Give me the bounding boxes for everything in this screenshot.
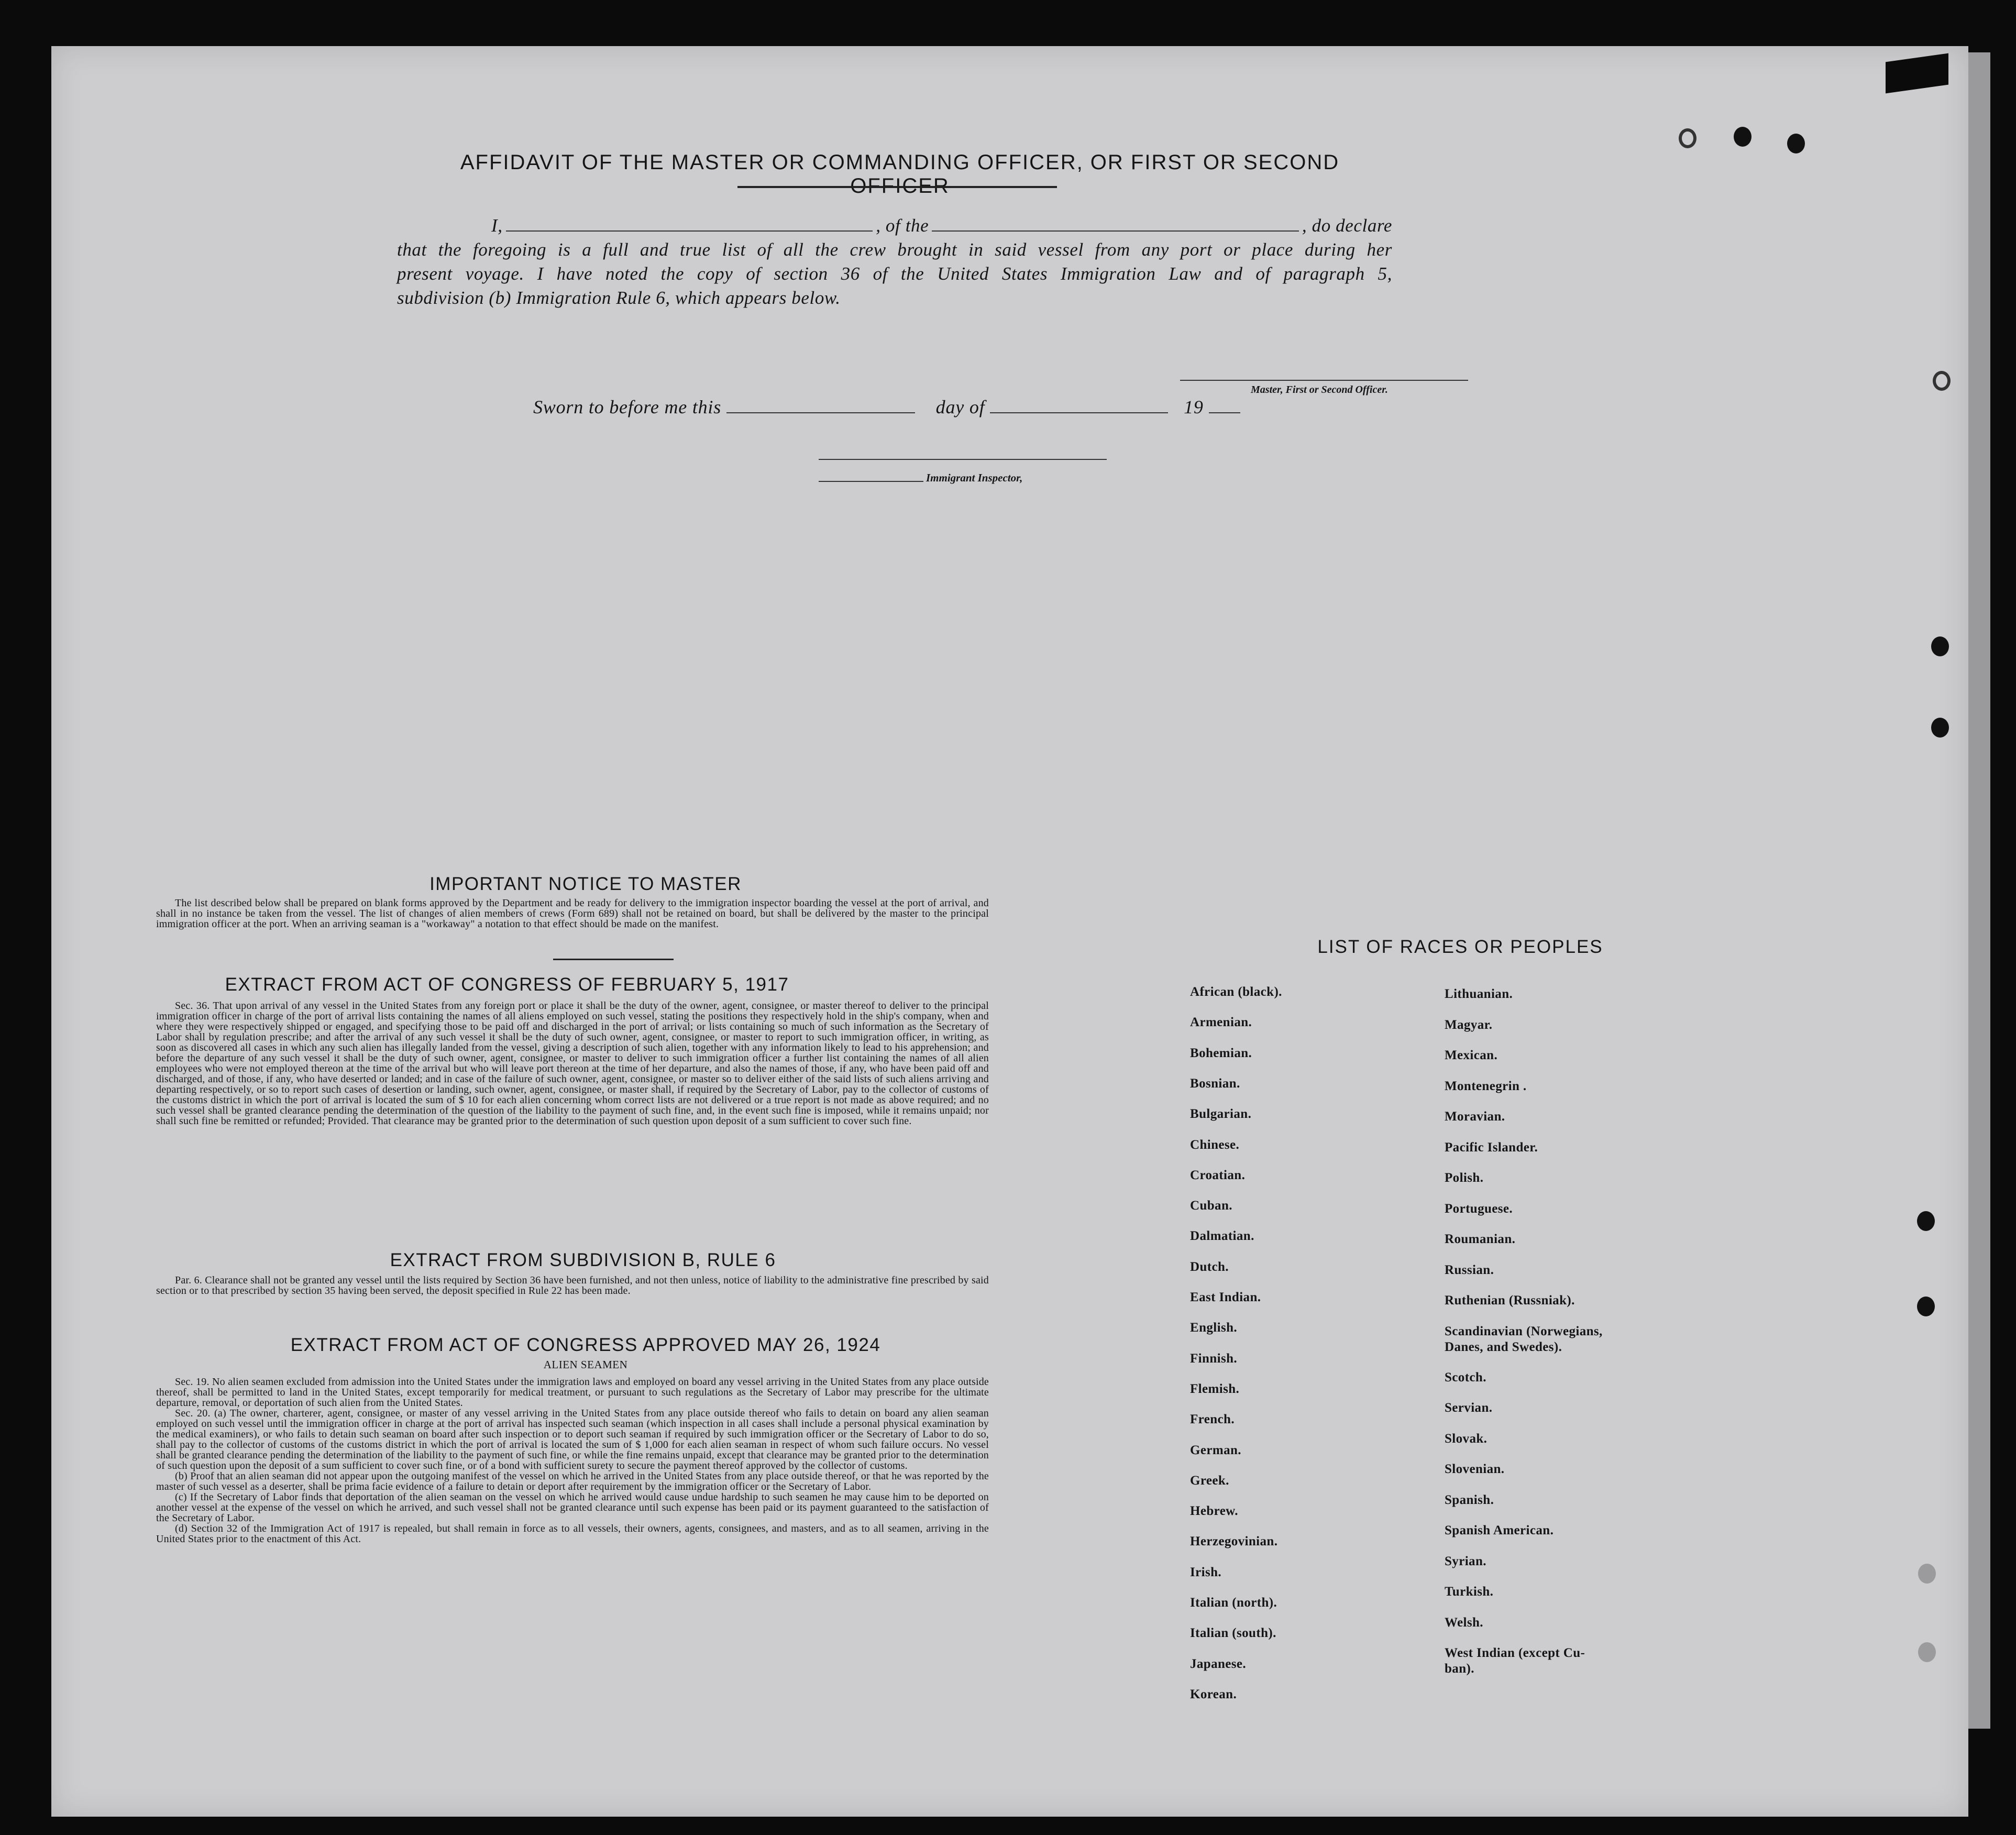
section-20d-paragraph: (d) Section 32 of the Immigration Act of 1917 is repealed, but shall remain in force as to all vessels, their owners, agents, consignees, and masters, and as to all seamen, arriving in the United States prior to the enactment of this Act. — [156, 1523, 989, 1545]
name-blank — [506, 230, 873, 232]
race-item: Servian. — [1445, 1401, 1493, 1415]
affidavit-i-label: I, — [491, 215, 503, 236]
race-item: German. — [1190, 1443, 1241, 1457]
punch-hole — [1679, 128, 1696, 148]
notice-heading: IMPORTANT NOTICE TO MASTER — [429, 874, 742, 894]
section-20b-paragraph: (b) Proof that an alien seaman did not appear upon the outgoing manifest of the vessel on which he arrived in the United States from any place outside thereof, or that he was reported by the master of such vessel as a deserter, shall be prima facie evidence of a failure to detain or deport after requirement by the immigration officer or the Secretary of Labor. — [156, 1470, 989, 1492]
race-item: Roumanian. — [1445, 1232, 1516, 1246]
rule-6-text — [156, 1275, 989, 1296]
race-item: Flemish. — [1190, 1381, 1240, 1396]
signature-line — [1180, 380, 1468, 381]
affidavit-line-2: that the foregoing is a full and true list of all the crew brought in said vessel from any port or place during her — [397, 239, 1392, 260]
sworn-label: Sworn to before me this — [533, 397, 722, 417]
punch-hole — [1931, 718, 1949, 738]
race-item: Pacific Islander. — [1445, 1140, 1538, 1155]
race-item: Magyar. — [1445, 1017, 1493, 1032]
race-item: Cuban. — [1190, 1199, 1232, 1213]
punch-hole — [1931, 636, 1949, 656]
race-item: Dutch. — [1190, 1259, 1229, 1274]
punch-hole — [1787, 134, 1805, 153]
affidavit-title: AFFIDAVIT OF THE MASTER OR COMMANDING OFFICER, OR FIRST OR SECOND OFFICER — [460, 151, 1340, 197]
affidavit-line-4: subdivision (b) Immigration Rule 6, which appears below. — [397, 288, 841, 308]
race-item: ban). — [1445, 1662, 1474, 1676]
race-item: Danes, and Swedes). — [1445, 1339, 1562, 1354]
race-item: East Indian. — [1190, 1290, 1261, 1304]
race-item: Moravian. — [1445, 1109, 1505, 1124]
vessel-blank — [932, 230, 1299, 232]
race-item: Finnish. — [1190, 1351, 1238, 1366]
race-item: Croatian. — [1190, 1168, 1246, 1182]
race-item: Herzegovinian. — [1190, 1534, 1278, 1549]
race-item: Greek. — [1190, 1473, 1229, 1488]
race-item: Slovak. — [1445, 1431, 1488, 1446]
section-19-paragraph: Sec. 19. No alien seamen excluded from admission into the United States under the immigration laws and employed on board any vessel arriving in the United States from any place outside thereof, shall be permitted to land in the United States, except temporarily for medical treatment, or pursuant to such regulations as the Secretary of Labor may prescribe for the ultimate departure, removal, or deportation of such alien from the United States. — [156, 1376, 989, 1409]
race-item: Armenian. — [1190, 1015, 1252, 1030]
sworn-statement — [533, 396, 1240, 418]
day-of-label: day of — [935, 397, 985, 417]
race-item: Ruthenian (Russniak). — [1445, 1293, 1575, 1307]
section-36-paragraph: Sec. 36. That upon arrival of any vessel in the United States from any foreign port or place it shall be the duty of the owner, agent, consignee, or master thereof to deliver to the principal immigration officer in charge of the port of arrival lists containing the names of all aliens employed on such vessel, stating the positions they respectively hold in the ship's company, when and where they were respectively shipped or engaged, and specifying those to be paid off and discharged in the port of arrival; or lists containing so much of such information as the Secretary of Labor shall by regulation prescribe; and after the arrival of any such vessel it shall be the duty of such owner, agent, consignee, or master to report to such immigration officer, in writing, as soon as discovered all cases in which any such alien has illegally landed from the vessel, giving a description of such alien, together with any information likely to lead to his apprehension; and before the departure of any such vessel it shall be the duty of such owner, agent, consignee, or master to deliver to such immigration officer a further list containing the names of all alien employees who were not employed thereon at the time of the arrival but who will leave port thereon at the time of her departure, and also the names of those, if any, who have been paid off and discharged, and of those, if any, who have deserted or landed; and in case of the failure of such owner, agent, consignee, or master so to deliver either of the said lists of such aliens arriving and departing respectively, or so to report such cases of desertion or landing, such owner, agent, consignee, or master shall, if required by the Secretary of Labor, pay to the collector of customs of the customs district in which the port of arrival is located the sum of $ 10 for each alien concerning whom correct lists are not delivered or a true report is not made as above required; and no such vessel shall be granted clearance pending the determination of the question of the liability to the payment of such fine, and, in the event such fine is imposed, while it remains unpaid; nor shall such fine be remitted or refunded; Provided. That clearance may be granted prior to the determination of such question upon deposit of a sum sufficient to cover such fine. — [156, 1000, 989, 1127]
race-item: Portuguese. — [1445, 1201, 1513, 1216]
race-item: French. — [1190, 1412, 1235, 1427]
document-page — [51, 46, 1968, 1817]
affidavit-line-3: present voyage. I have noted the copy of section 36 of the United States Immigration Law and of paragraph 5, — [397, 263, 1392, 284]
inspector-signature-line — [819, 459, 1107, 460]
race-item: Bohemian. — [1190, 1046, 1252, 1060]
race-item: Spanish. — [1445, 1492, 1494, 1507]
race-item: English. — [1190, 1321, 1238, 1335]
race-item: Scotch. — [1445, 1370, 1486, 1385]
affidavit-title-rule — [737, 186, 1057, 188]
affidavit-body — [397, 214, 1392, 310]
section-20c-paragraph: (c) If the Secretary of Labor finds that deportation of the alien seaman on the vessel on which he arrived would cause undue hardship to such seamen he may cause him to be deported on another vessel at the expense of the vessel on which he arrived, and such vessel shall not be granted clearance until such expense has been paid or its payment guaranteed to the satisfaction of the Secretary of Labor. — [156, 1491, 989, 1524]
page-edge-strip — [1968, 52, 1990, 1729]
race-item: Chinese. — [1190, 1137, 1240, 1152]
race-item: Japanese. — [1190, 1656, 1247, 1671]
race-item: Italian (north). — [1190, 1596, 1277, 1610]
section-20a-paragraph: Sec. 20. (a) The owner, charterer, agent, consignee, or master of any vessel arriving in the United States from any place outside thereof who fails to detain on board any alien seaman employed on such vessel until the immigration officer in charge at the port of arrival has inspected such seaman (which inspection in all cases shall include a personal physical examination by the medical examiners), or who fails to detain such seaman on board after such inspection or to deport such seaman if required by such immigration officer or the Secretary of Labor to do so, shall pay to the collector of customs of the customs district in which the port of arrival is located the sum of $ 1,000 for each alien seaman in respect of whom such failure occurs. No vessel shall be granted clearance pending the determination of the liability to the payment of such fine, or while the fine remains unpaid, except that clearance may be granted prior to the determination of such question upon the deposit of a sum sufficient to cover such fine, or of a bond with sufficient surety to secure the payment thereof approved by the collector of customs. — [156, 1408, 989, 1471]
race-item: Bulgarian. — [1190, 1107, 1252, 1122]
race-item: Dalmatian. — [1190, 1229, 1254, 1244]
extract-1924-text — [156, 1377, 989, 1544]
race-item: Mexican. — [1445, 1048, 1498, 1062]
notice-rule — [553, 959, 674, 960]
extract-1917-text — [156, 1001, 989, 1126]
year-prefix: 19 — [1184, 397, 1204, 417]
race-item: Syrian. — [1445, 1554, 1486, 1568]
sworn-year-blank — [1209, 399, 1240, 413]
paragraph-6: Par. 6. Clearance shall not be granted any vessel until the lists required by Section 36 have been furnished, and not then unless, notice of liability to the administrative fine prescribed by said section or to that prescribed by section 35 having been served, the deposit specified in Rule 22 has been made. — [156, 1274, 989, 1296]
race-item: Turkish. — [1445, 1585, 1494, 1599]
extract-1924-heading: EXTRACT FROM ACT OF CONGRESS APPROVED MAY 26, 1924 — [290, 1335, 881, 1355]
race-item: Lithuanian. — [1445, 987, 1513, 1001]
affidavit-do-declare-label: , do declare — [1302, 215, 1393, 236]
alien-seamen-subheading: ALIEN SEAMEN — [543, 1358, 628, 1371]
sworn-month-blank — [990, 399, 1168, 413]
affidavit-declaration-line — [397, 214, 1392, 238]
race-item: Montenegrin . — [1445, 1079, 1527, 1093]
extract-1917-heading: EXTRACT FROM ACT OF CONGRESS OF FEBRUARY 5, 1917 — [225, 974, 789, 995]
punch-hole — [1917, 1296, 1935, 1316]
signature-label: Master, First or Second Officer. — [1251, 384, 1388, 395]
race-item: Polish. — [1445, 1171, 1484, 1185]
punch-hole — [1918, 1642, 1936, 1662]
race-item: African (black). — [1190, 985, 1282, 999]
sworn-day-blank — [726, 399, 915, 413]
races-title: LIST OF RACES OR PEOPLES — [1317, 937, 1603, 957]
race-item: Slovenian. — [1445, 1462, 1505, 1476]
race-item: Scandinavian (Norwegians, — [1445, 1324, 1603, 1338]
inspector-label: Immigrant Inspector, — [926, 471, 1023, 484]
race-item: Italian (south). — [1190, 1626, 1276, 1641]
rule-6-heading: EXTRACT FROM SUBDIVISION B, RULE 6 — [390, 1250, 776, 1270]
race-item: West Indian (except Cu- — [1445, 1646, 1585, 1660]
race-item: Irish. — [1190, 1565, 1222, 1579]
race-item: Russian. — [1445, 1262, 1494, 1277]
punch-hole — [1933, 371, 1951, 391]
punch-hole — [1917, 1211, 1935, 1231]
race-item: Spanish American. — [1445, 1523, 1554, 1537]
race-item: Korean. — [1190, 1687, 1237, 1701]
race-item: Bosnian. — [1190, 1076, 1240, 1091]
race-item: Hebrew. — [1190, 1504, 1238, 1519]
notice-paragraph: The list described below shall be prepared on blank forms approved by the Department and be ready for delivery to the immigration inspector boarding the vessel at the port of arrival, and shall in no instance be taken from the vessel. The list of changes of alien members of crews (Form 689) shall not be retained on board, but shall be delivered by the master to the principal immigration officer at the port. When an arriving seaman is a "workaway" a notation to that effect should be made on the manifest. — [156, 897, 989, 930]
punch-hole — [1918, 1564, 1936, 1584]
race-item: Welsh. — [1445, 1615, 1483, 1630]
affidavit-of-the-label: , of the — [876, 215, 929, 236]
inspector-line-lead — [819, 481, 923, 482]
notice-text — [156, 898, 989, 929]
punch-hole — [1734, 127, 1751, 147]
